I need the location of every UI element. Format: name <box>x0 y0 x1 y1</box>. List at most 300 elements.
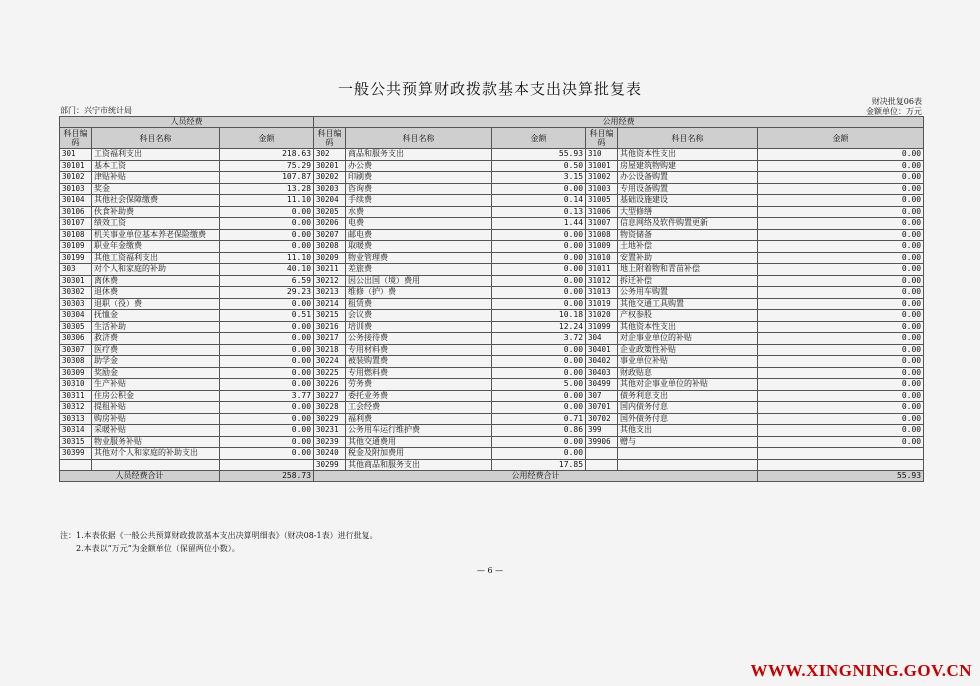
table-row <box>60 149 924 161</box>
subject-code-cell: 399 <box>586 425 618 437</box>
amount-cell: 0.00 <box>492 241 586 253</box>
subject-code-cell: 30203 <box>314 183 346 195</box>
subject-name-cell: 土地补偿 <box>618 241 758 253</box>
subject-name-cell: 国外债务付息 <box>618 413 758 425</box>
table-row <box>60 241 924 253</box>
subject-code-cell: 31002 <box>586 172 618 184</box>
subject-name-cell: 取暖费 <box>346 241 492 253</box>
subject-name-cell: 公务用车运行维护费 <box>346 425 492 437</box>
col-amount-header: 金额 <box>220 128 314 149</box>
amount-cell: 0.00 <box>220 448 314 460</box>
amount-cell <box>758 459 924 471</box>
subject-name-cell: 国内债务付息 <box>618 402 758 414</box>
subject-code-cell: 30309 <box>60 367 92 379</box>
table-row <box>60 310 924 322</box>
subject-code-cell: 30301 <box>60 275 92 287</box>
subject-code-cell: 30217 <box>314 333 346 345</box>
subject-name-cell: 咨询费 <box>346 183 492 195</box>
public-group-header: 公用经费 <box>314 117 924 128</box>
amount-cell: 0.00 <box>492 264 586 276</box>
subject-code-cell: 30299 <box>314 459 346 471</box>
amount-cell: 6.59 <box>220 275 314 287</box>
subject-code-cell: 30201 <box>314 160 346 172</box>
table-row <box>60 425 924 437</box>
subject-name-cell: 奖金 <box>92 183 220 195</box>
amount-cell: 0.00 <box>758 287 924 299</box>
footnotes <box>60 529 378 555</box>
subject-code-cell: 30401 <box>586 344 618 356</box>
amount-cell: 0.00 <box>758 229 924 241</box>
amount-cell: 0.00 <box>758 321 924 333</box>
subject-name-cell: 被装购置费 <box>346 356 492 368</box>
amount-cell: 0.00 <box>492 183 586 195</box>
subject-name-cell: 津贴补贴 <box>92 172 220 184</box>
table-row <box>60 252 924 264</box>
amount-cell: 11.10 <box>220 252 314 264</box>
subject-name-cell: 会议费 <box>346 310 492 322</box>
subject-code-cell: 30224 <box>314 356 346 368</box>
site-watermark: WWW.XINGNING.GOV.CN <box>750 661 972 680</box>
amount-cell: 0.00 <box>220 333 314 345</box>
amount-cell: 0.00 <box>758 172 924 184</box>
amount-cell: 0.00 <box>220 413 314 425</box>
col-code-header: 科目编码 <box>60 128 92 149</box>
subject-name-cell: 购房补贴 <box>92 413 220 425</box>
subject-code-cell: 307 <box>586 390 618 402</box>
subject-code-cell: 30310 <box>60 379 92 391</box>
table-row <box>60 229 924 241</box>
table-row <box>60 402 924 414</box>
amount-cell: 0.86 <box>492 425 586 437</box>
subject-code-cell: 30106 <box>60 206 92 218</box>
subject-name-cell: 电费 <box>346 218 492 230</box>
subject-code-cell: 30202 <box>314 172 346 184</box>
subject-code-cell: 30208 <box>314 241 346 253</box>
amount-cell: 0.00 <box>220 298 314 310</box>
amount-cell: 3.72 <box>492 333 586 345</box>
amount-cell: 40.10 <box>220 264 314 276</box>
subject-code-cell: 31019 <box>586 298 618 310</box>
subject-name-cell: 工会经费 <box>346 402 492 414</box>
subject-code-cell: 31011 <box>586 264 618 276</box>
amount-cell <box>220 459 314 471</box>
amount-cell: 75.29 <box>220 160 314 172</box>
footnote: 2.本表以“万元”为金额单位（保留两位小数）。 <box>60 544 240 553</box>
table-row <box>60 160 924 172</box>
subject-name-cell: 印刷费 <box>346 172 492 184</box>
subject-name-cell: 差旅费 <box>346 264 492 276</box>
subject-code-cell: 30209 <box>314 252 346 264</box>
personnel-total-label: 人员经费合计 <box>60 471 220 482</box>
amount-cell: 17.85 <box>492 459 586 471</box>
amount-cell: 13.28 <box>220 183 314 195</box>
personnel-group-header: 人员经费 <box>60 117 314 128</box>
subject-name-cell: 水费 <box>346 206 492 218</box>
subject-name-cell: 离休费 <box>92 275 220 287</box>
subject-name-cell: 退职（役）费 <box>92 298 220 310</box>
amount-cell: 0.00 <box>758 149 924 161</box>
subject-code-cell: 30313 <box>60 413 92 425</box>
subject-name-cell: 伙食补助费 <box>92 206 220 218</box>
amount-cell: 0.00 <box>758 183 924 195</box>
amount-cell: 0.00 <box>758 298 924 310</box>
amount-cell: 55.93 <box>492 149 586 161</box>
subject-name-cell: 其他商品和服务支出 <box>346 459 492 471</box>
table-row <box>60 183 924 195</box>
subject-name-cell: 生活补助 <box>92 321 220 333</box>
amount-cell: 0.00 <box>492 287 586 299</box>
amount-cell: 0.00 <box>492 367 586 379</box>
amount-cell: 0.00 <box>758 264 924 276</box>
subject-name-cell: 退休费 <box>92 287 220 299</box>
col-amount-header: 金额 <box>758 128 924 149</box>
table-row <box>60 275 924 287</box>
col-name-header: 科目名称 <box>618 128 758 149</box>
subject-code-cell: 302 <box>314 149 346 161</box>
subject-code-cell: 30103 <box>60 183 92 195</box>
column-header-row <box>60 128 924 149</box>
col-code-header: 科目编码 <box>586 128 618 149</box>
amount-cell: 0.00 <box>758 160 924 172</box>
subject-code-cell: 30218 <box>314 344 346 356</box>
amount-cell: 0.00 <box>758 356 924 368</box>
table-row <box>60 448 924 460</box>
personnel-total-value: 258.73 <box>220 471 314 482</box>
subject-name-cell: 企业政策性补贴 <box>618 344 758 356</box>
amount-cell: 0.00 <box>492 402 586 414</box>
subject-name-cell: 办公费 <box>346 160 492 172</box>
subject-code-cell: 31006 <box>586 206 618 218</box>
amount-cell: 0.00 <box>758 195 924 207</box>
subject-name-cell: 房屋建筑物购建 <box>618 160 758 172</box>
subject-code-cell: 30231 <box>314 425 346 437</box>
subject-code-cell: 30399 <box>60 448 92 460</box>
subject-code-cell: 31010 <box>586 252 618 264</box>
subject-name-cell: 职业年金缴费 <box>92 241 220 253</box>
subject-name-cell: 其他交通费用 <box>346 436 492 448</box>
subject-name-cell: 绩效工资 <box>92 218 220 230</box>
subject-name-cell: 抚恤金 <box>92 310 220 322</box>
subject-code-cell: 30305 <box>60 321 92 333</box>
subject-code-cell: 31012 <box>586 275 618 287</box>
amount-cell: 0.00 <box>758 425 924 437</box>
subject-name-cell: 大型修缮 <box>618 206 758 218</box>
public-total-value: 55.93 <box>758 471 924 482</box>
subject-code-cell: 30311 <box>60 390 92 402</box>
subject-code-cell: 30306 <box>60 333 92 345</box>
subject-name-cell <box>92 459 220 471</box>
subject-name-cell: 其他对个人和家庭的补助支出 <box>92 448 220 460</box>
subject-name-cell: 采暖补贴 <box>92 425 220 437</box>
subject-name-cell: 财政贴息 <box>618 367 758 379</box>
subject-code-cell: 30204 <box>314 195 346 207</box>
subject-code-cell: 31001 <box>586 160 618 172</box>
subject-name-cell: 对个人和家庭的补助 <box>92 264 220 276</box>
subject-code-cell: 310 <box>586 149 618 161</box>
amount-cell: 10.18 <box>492 310 586 322</box>
subject-name-cell: 其他社会保障缴费 <box>92 195 220 207</box>
table-row <box>60 264 924 276</box>
subject-name-cell: 租赁费 <box>346 298 492 310</box>
subject-name-cell: 公务用车购置 <box>618 287 758 299</box>
subject-name-cell: 地上附着物和青苗补偿 <box>618 264 758 276</box>
form-number: 财决批复06表 <box>871 97 922 106</box>
amount-cell: 0.00 <box>220 367 314 379</box>
footnote: 注：1.本表依据《一般公共预算财政拨款基本支出决算明细表》（财决08-1表）进行批复。 <box>60 531 378 540</box>
department-label: 部门：兴宁市统计局 <box>60 106 132 115</box>
subject-code-cell: 30225 <box>314 367 346 379</box>
subject-code-cell: 30104 <box>60 195 92 207</box>
subject-name-cell: 税金及附加费用 <box>346 448 492 460</box>
subject-code-cell: 30701 <box>586 402 618 414</box>
subject-code-cell: 31005 <box>586 195 618 207</box>
subject-name-cell: 奖励金 <box>92 367 220 379</box>
subject-code-cell: 30315 <box>60 436 92 448</box>
subject-code-cell: 31003 <box>586 183 618 195</box>
subject-code-cell: 31013 <box>586 287 618 299</box>
amount-cell: 0.00 <box>758 367 924 379</box>
amount-cell: 0.00 <box>758 206 924 218</box>
amount-cell: 0.00 <box>758 413 924 425</box>
table-row <box>60 321 924 333</box>
amount-cell <box>758 448 924 460</box>
amount-cell: 107.87 <box>220 172 314 184</box>
subject-name-cell: 机关事业单位基本养老保险缴费 <box>92 229 220 241</box>
subject-name-cell: 拆迁补偿 <box>618 275 758 287</box>
table-row <box>60 287 924 299</box>
subject-name-cell: 基本工资 <box>92 160 220 172</box>
subject-code-cell: 30402 <box>586 356 618 368</box>
subject-name-cell: 事业单位补贴 <box>618 356 758 368</box>
subject-name-cell: 商品和服务支出 <box>346 149 492 161</box>
subject-code-cell: 30109 <box>60 241 92 253</box>
table-row <box>60 195 924 207</box>
subject-code-cell: 30308 <box>60 356 92 368</box>
amount-cell: 0.00 <box>220 241 314 253</box>
amount-cell: 0.00 <box>492 229 586 241</box>
subject-name-cell: 医疗费 <box>92 344 220 356</box>
group-header-row <box>60 117 924 128</box>
amount-cell: 0.00 <box>758 379 924 391</box>
subject-name-cell: 信息网络及软件购置更新 <box>618 218 758 230</box>
amount-cell: 1.44 <box>492 218 586 230</box>
col-name-header: 科目名称 <box>92 128 220 149</box>
subject-code-cell: 30403 <box>586 367 618 379</box>
amount-cell: 0.00 <box>220 436 314 448</box>
subject-code-cell: 301 <box>60 149 92 161</box>
subject-code-cell: 30205 <box>314 206 346 218</box>
subject-code-cell <box>586 459 618 471</box>
subject-code-cell: 30216 <box>314 321 346 333</box>
subject-code-cell: 30215 <box>314 310 346 322</box>
subject-code-cell: 30239 <box>314 436 346 448</box>
subject-code-cell: 30108 <box>60 229 92 241</box>
amount-cell: 12.24 <box>492 321 586 333</box>
amount-cell: 0.00 <box>220 402 314 414</box>
table-row <box>60 436 924 448</box>
subject-name-cell: 债务利息支出 <box>618 390 758 402</box>
table-row <box>60 172 924 184</box>
subject-code-cell: 30303 <box>60 298 92 310</box>
amount-cell: 0.00 <box>492 344 586 356</box>
subject-name-cell <box>618 448 758 460</box>
amount-cell: 0.00 <box>758 310 924 322</box>
subject-code-cell: 30214 <box>314 298 346 310</box>
table-row <box>60 218 924 230</box>
page-number: — 6 — <box>476 566 504 575</box>
subject-code-cell: 39906 <box>586 436 618 448</box>
subject-name-cell: 其他对企事业单位的补贴 <box>618 379 758 391</box>
subject-name-cell: 专用材料费 <box>346 344 492 356</box>
amount-cell: 29.23 <box>220 287 314 299</box>
subject-code-cell: 30213 <box>314 287 346 299</box>
subject-code-cell: 30211 <box>314 264 346 276</box>
subject-name-cell <box>618 459 758 471</box>
table-row <box>60 298 924 310</box>
subject-code-cell: 30229 <box>314 413 346 425</box>
subject-name-cell: 提租补贴 <box>92 402 220 414</box>
amount-cell: 0.00 <box>758 275 924 287</box>
table-row <box>60 379 924 391</box>
amount-cell: 218.63 <box>220 149 314 161</box>
subject-name-cell: 产权参股 <box>618 310 758 322</box>
subject-code-cell: 31008 <box>586 229 618 241</box>
subject-name-cell: 其他资本性支出 <box>618 321 758 333</box>
table-row <box>60 344 924 356</box>
subject-name-cell: 基础设施建设 <box>618 195 758 207</box>
form-meta <box>866 97 922 117</box>
subject-name-cell: 其他工资福利支出 <box>92 252 220 264</box>
amount-cell: 3.77 <box>220 390 314 402</box>
amount-cell: 0.00 <box>758 241 924 253</box>
subject-code-cell: 303 <box>60 264 92 276</box>
table-row <box>60 356 924 368</box>
subject-code-cell: 30107 <box>60 218 92 230</box>
amount-cell: 0.00 <box>220 425 314 437</box>
amount-cell: 0.00 <box>492 436 586 448</box>
subject-name-cell: 生产补贴 <box>92 379 220 391</box>
subject-code-cell: 30702 <box>586 413 618 425</box>
subject-code-cell: 30227 <box>314 390 346 402</box>
subject-name-cell: 物资储备 <box>618 229 758 241</box>
amount-cell: 3.15 <box>492 172 586 184</box>
subject-name-cell: 住房公积金 <box>92 390 220 402</box>
subject-name-cell: 因公出国（境）费用 <box>346 275 492 287</box>
subject-name-cell: 委托业务费 <box>346 390 492 402</box>
amount-cell: 5.00 <box>492 379 586 391</box>
subject-code-cell: 30101 <box>60 160 92 172</box>
subject-code-cell: 30206 <box>314 218 346 230</box>
subject-name-cell: 其他交通工具购置 <box>618 298 758 310</box>
amount-cell: 0.00 <box>492 356 586 368</box>
table-row <box>60 390 924 402</box>
subject-name-cell: 物业管理费 <box>346 252 492 264</box>
subject-name-cell: 工资福利支出 <box>92 149 220 161</box>
amount-cell: 0.00 <box>492 298 586 310</box>
amount-cell: 0.00 <box>758 344 924 356</box>
amount-cell: 0.00 <box>220 379 314 391</box>
table-row <box>60 459 924 471</box>
subject-name-cell: 其他资本性支出 <box>618 149 758 161</box>
subject-code-cell: 30199 <box>60 252 92 264</box>
amount-cell: 0.00 <box>758 252 924 264</box>
amount-cell: 0.00 <box>758 436 924 448</box>
amount-cell: 0.00 <box>758 390 924 402</box>
amount-cell: 0.51 <box>220 310 314 322</box>
table-row <box>60 413 924 425</box>
subject-name-cell: 福利费 <box>346 413 492 425</box>
subject-code-cell <box>60 459 92 471</box>
amount-cell: 0.00 <box>492 252 586 264</box>
subject-code-cell: 30307 <box>60 344 92 356</box>
subject-name-cell: 培训费 <box>346 321 492 333</box>
amount-cell: 0.00 <box>220 218 314 230</box>
amount-cell: 0.00 <box>492 275 586 287</box>
subject-code-cell: 30228 <box>314 402 346 414</box>
table-row <box>60 206 924 218</box>
amount-cell: 0.00 <box>220 206 314 218</box>
subject-name-cell: 办公设备购置 <box>618 172 758 184</box>
subject-name-cell: 公务接待费 <box>346 333 492 345</box>
subject-code-cell: 30207 <box>314 229 346 241</box>
amount-cell: 0.13 <box>492 206 586 218</box>
subject-name-cell: 救济费 <box>92 333 220 345</box>
subject-name-cell: 赠与 <box>618 436 758 448</box>
subject-name-cell: 其他支出 <box>618 425 758 437</box>
subject-code-cell: 30102 <box>60 172 92 184</box>
expenditure-table <box>59 116 924 482</box>
subject-name-cell: 专用设备购置 <box>618 183 758 195</box>
amount-cell: 0.00 <box>220 356 314 368</box>
subject-code-cell: 30302 <box>60 287 92 299</box>
unit-label: 金额单位：万元 <box>866 107 922 116</box>
table-row <box>60 367 924 379</box>
amount-cell: 0.50 <box>492 160 586 172</box>
subject-code-cell: 30226 <box>314 379 346 391</box>
subject-code-cell: 304 <box>586 333 618 345</box>
amount-cell: 0.00 <box>492 448 586 460</box>
table-row <box>60 333 924 345</box>
subject-name-cell: 维修（护）费 <box>346 287 492 299</box>
subject-code-cell: 30312 <box>60 402 92 414</box>
subject-code-cell: 30499 <box>586 379 618 391</box>
subject-name-cell: 对企事业单位的补贴 <box>618 333 758 345</box>
amount-cell: 0.00 <box>220 229 314 241</box>
subject-code-cell: 30314 <box>60 425 92 437</box>
col-code-header: 科目编码 <box>314 128 346 149</box>
subject-name-cell: 专用燃料费 <box>346 367 492 379</box>
amount-cell: 0.00 <box>492 390 586 402</box>
amount-cell: 0.00 <box>220 344 314 356</box>
subject-code-cell <box>586 448 618 460</box>
totals-row <box>60 471 924 482</box>
subject-code-cell: 31007 <box>586 218 618 230</box>
subject-code-cell: 30212 <box>314 275 346 287</box>
amount-cell: 0.00 <box>758 402 924 414</box>
amount-cell: 0.71 <box>492 413 586 425</box>
subject-name-cell: 劳务费 <box>346 379 492 391</box>
public-total-label: 公用经费合计 <box>314 471 758 482</box>
subject-name-cell: 物业服务补贴 <box>92 436 220 448</box>
subject-name-cell: 安置补助 <box>618 252 758 264</box>
subject-name-cell: 邮电费 <box>346 229 492 241</box>
amount-cell: 11.10 <box>220 195 314 207</box>
subject-code-cell: 31099 <box>586 321 618 333</box>
subject-code-cell: 31020 <box>586 310 618 322</box>
amount-cell: 0.00 <box>758 218 924 230</box>
subject-code-cell: 30240 <box>314 448 346 460</box>
subject-name-cell: 助学金 <box>92 356 220 368</box>
